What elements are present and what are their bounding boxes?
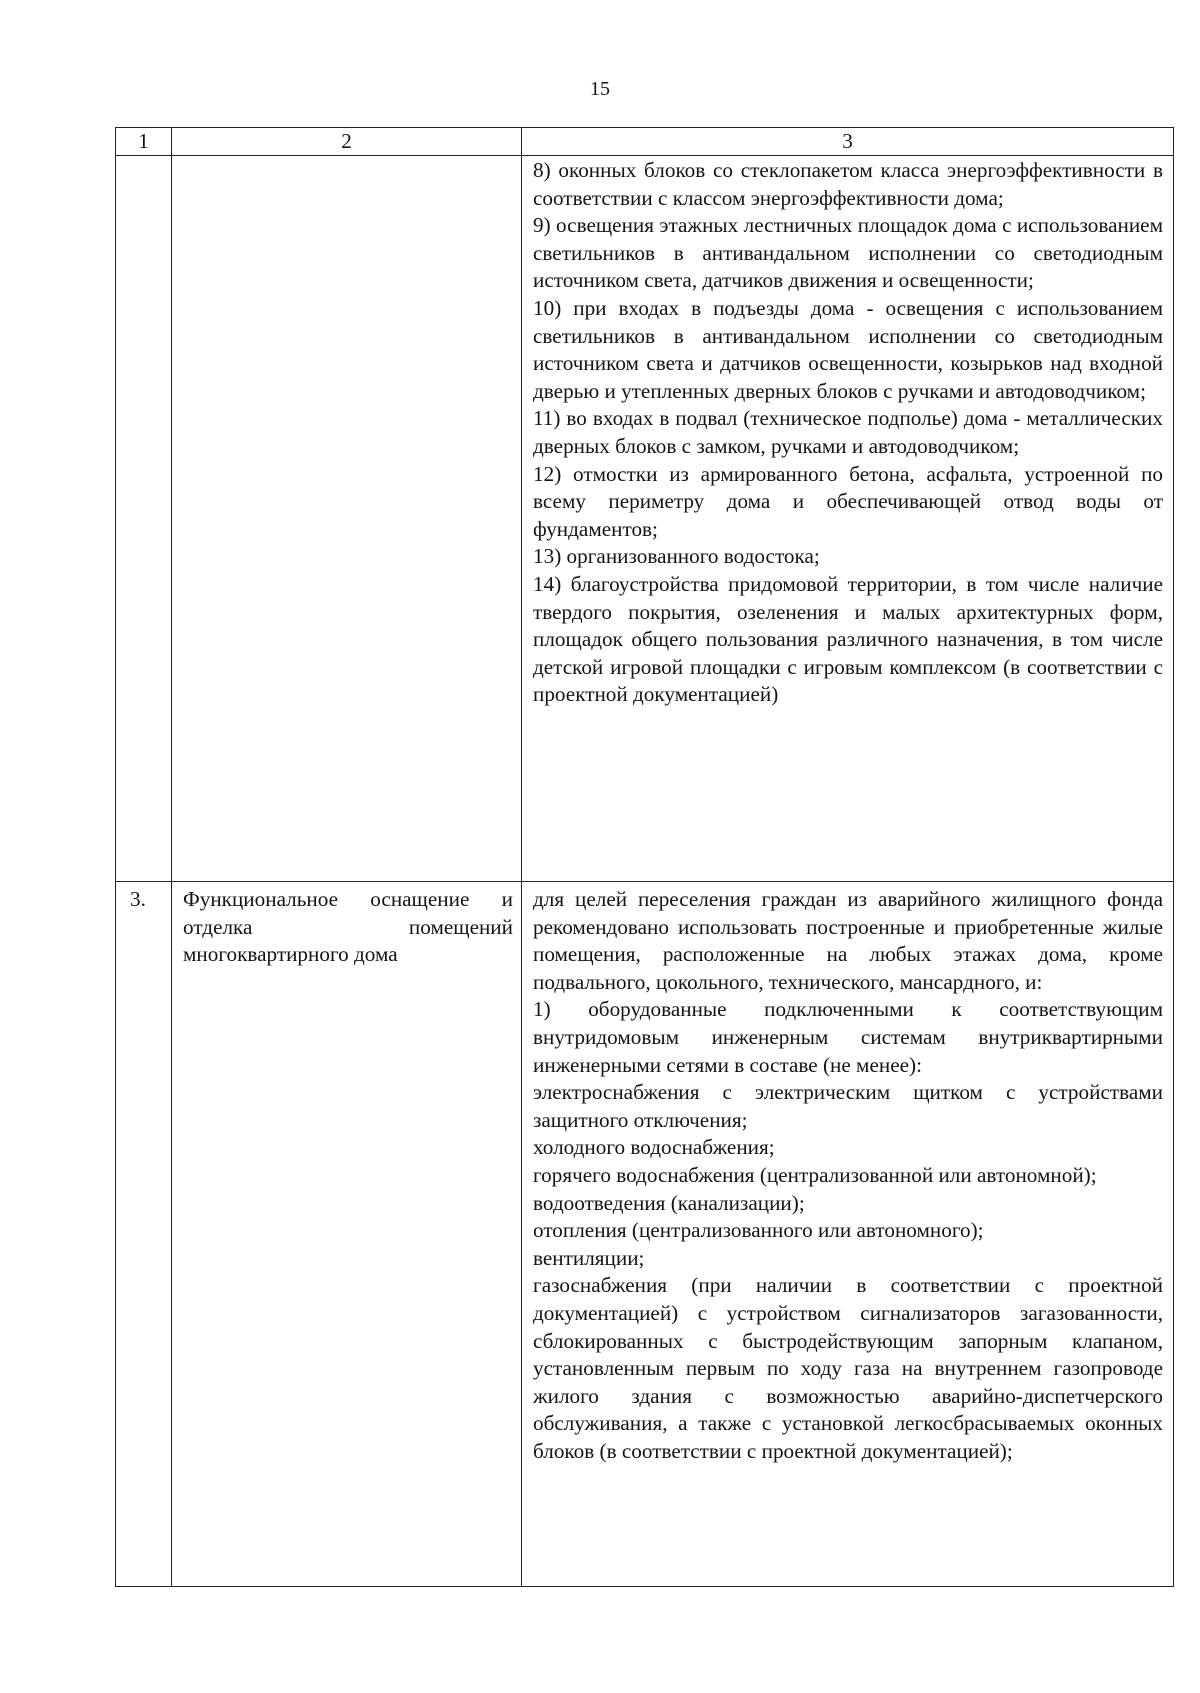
page-number: 15 [590, 78, 610, 100]
paragraph: водоотведения (канализации); [533, 1190, 805, 1215]
paragraph: отопления (централизованного или автономного); [533, 1218, 984, 1243]
paragraph: 1) оборудованные подключенными к соответствующим внутридомовым инженерным системам внутриквартирными инженерными сетями в составе (не менее): [533, 997, 1163, 1077]
paragraph: холодного водоснабжения; [533, 1135, 775, 1160]
row-name-cell [172, 156, 522, 882]
paragraph: для целей переселения граждан из аварийного жилищного фонда рекомендовано использовать построенные и приобретенные жилые помещения, расположенные на любых этажах дома, кроме подвального, цокольного, технического, мансардного, и: [533, 887, 1163, 994]
paragraph: 14) благоустройства придомовой территории, в том числе наличие твердого покрытия, озеленения и малых архитектурных форм, площадок общего пользования различного назначения, в том числе детской игровой площадки с игровым комплексом (в соответствии с проектной документацией) [533, 571, 1163, 707]
table-row [116, 156, 1174, 882]
table-header-row [116, 128, 1174, 156]
row-number-cell: 3. [116, 882, 172, 1587]
paragraph: 8) оконных блоков со стеклопакетом класса энергоэффективности в соответствии с классом энергоэффективности дома; [533, 158, 1163, 210]
row-name-cell: Функциональное оснащение и отделка помещений многоквартирного дома [172, 882, 522, 1587]
column-header-2: 2 [172, 128, 522, 156]
paragraph: вентиляции; [533, 1245, 645, 1270]
paragraph: газоснабжения (при наличии в соответствии с проектной документацией) с устройством сигнализаторов загазованности, сблокированных с быстродействующим запорным клапаном, установленным первым по ходу газа на внутреннем газопроводе жилого здания с возможностью аварийно-диспетчерского обслуживания, а также с установкой легкосбрасываемых оконных блоков (в соответствии с проектной документацией); [533, 1273, 1163, 1463]
row-content-cell [522, 156, 1174, 882]
paragraph: 9) освещения этажных лестничных площадок дома с использованием светильников в антивандальном исполнении со светодиодным источником света, датчиков движения и освещенности; [533, 213, 1163, 293]
paragraph: 12) отмостки из армированного бетона, асфальта, устроенной по всему периметру дома и обеспечивающей отвод воды от фундаментов; [533, 461, 1163, 541]
paragraph: 11) во входах в подвал (техническое подполье) дома - металлических дверных блоков с замком, ручками и автодоводчиком; [533, 406, 1163, 458]
column-header-3: 3 [522, 128, 1174, 156]
table-row [116, 882, 1174, 1587]
row-number-cell [116, 156, 172, 882]
paragraph: 13) организованного водостока; [533, 544, 820, 569]
row-content-cell [522, 882, 1174, 1587]
column-header-1: 1 [116, 128, 172, 156]
paragraph: горячего водоснабжения (централизованной или автономной); [533, 1162, 1097, 1187]
paragraph: 10) при входах в подъезды дома - освещения с использованием светильников в антивандальном исполнении со светодиодным источником света и датчиков освещенности, козырьков над входной дверью и утепленных дверных блоков с ручками и автодоводчиком; [533, 295, 1163, 403]
paragraph: электроснабжения с электрическим щитком с устройствами защитного отключения; [533, 1080, 1163, 1132]
requirements-table [115, 127, 1174, 1587]
